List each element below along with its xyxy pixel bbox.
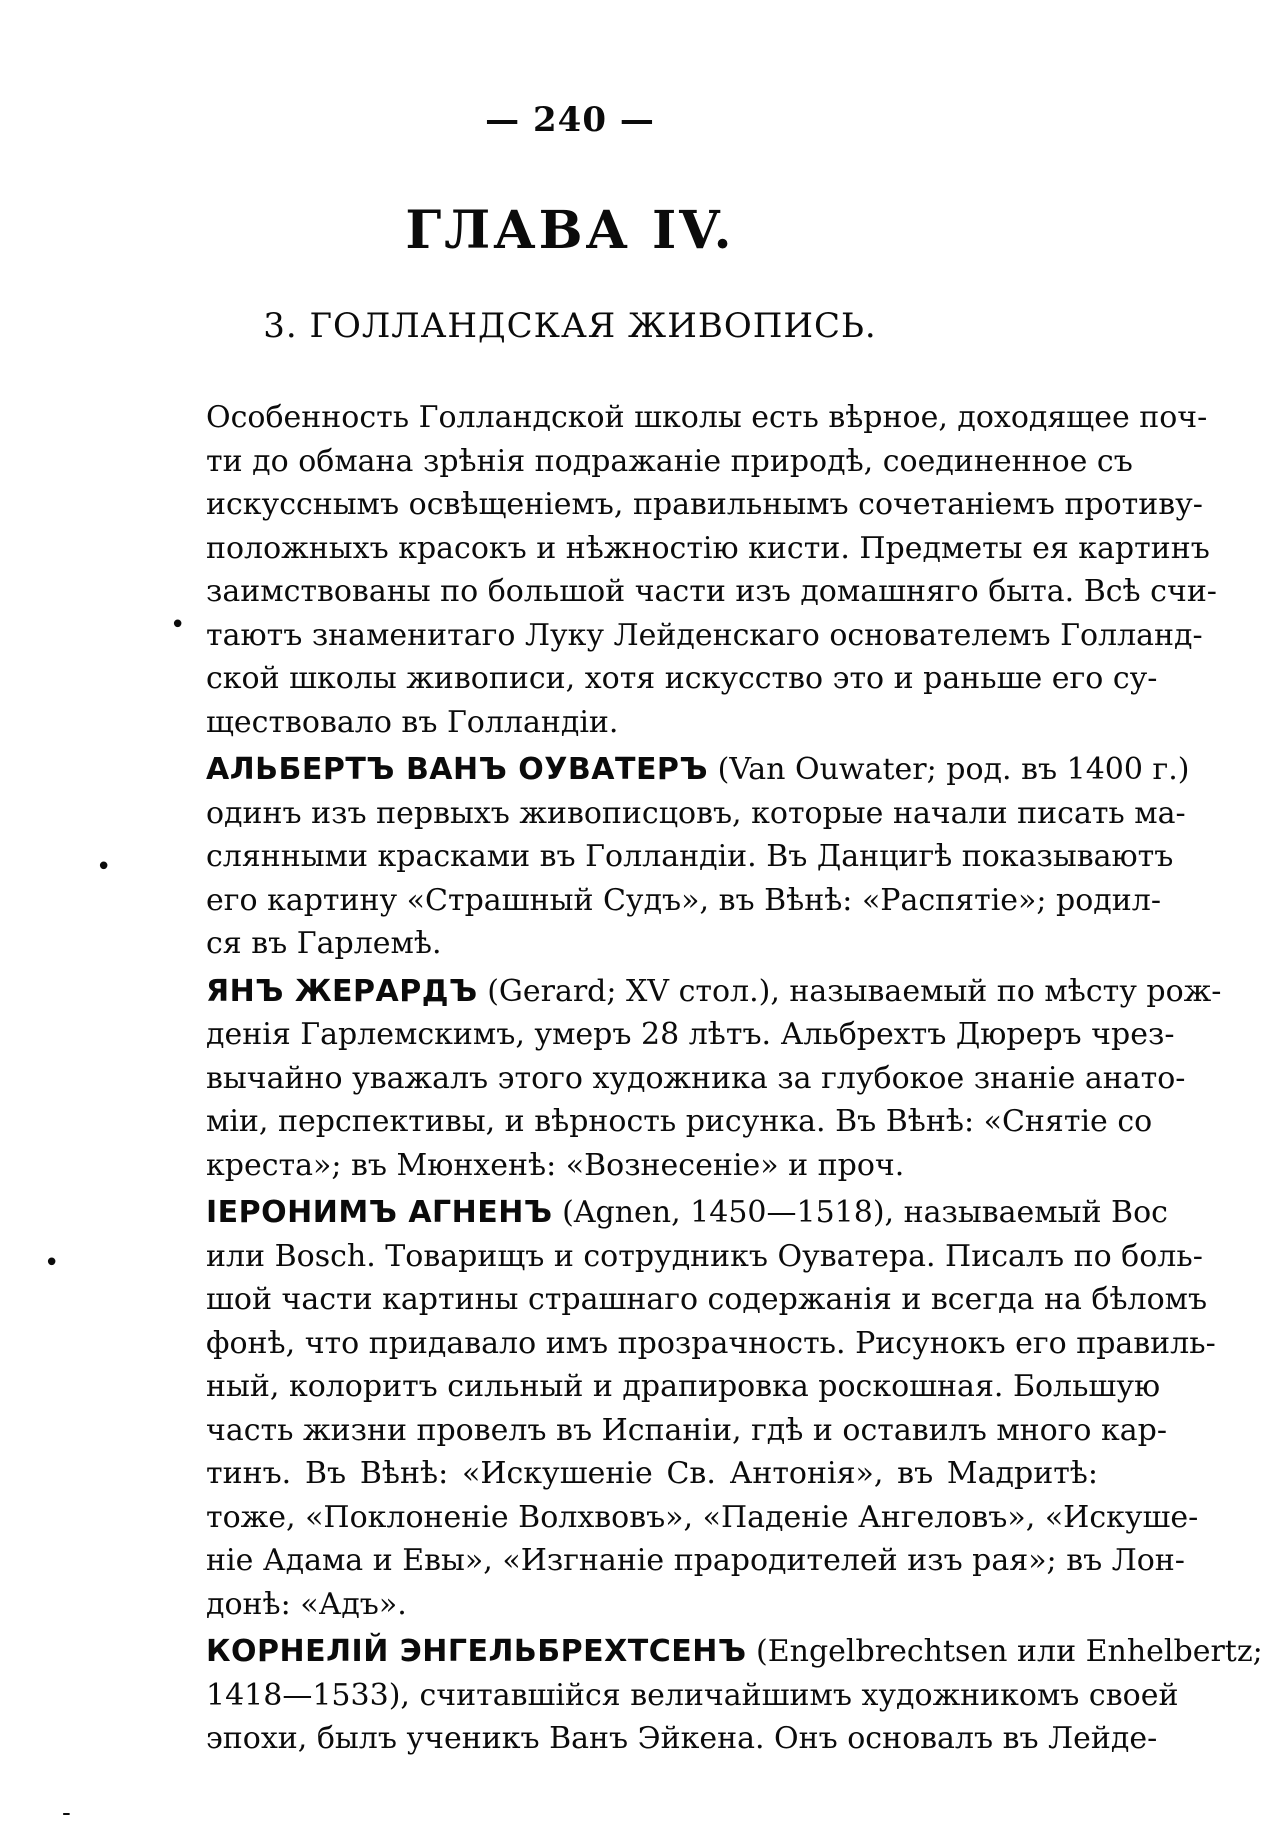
paragraph-intro (206, 396, 1217, 744)
text-fragment: (Engelbrechtsen или Enhelbertz; (746, 1634, 1263, 1669)
section-title: 3. ГОЛЛАНДСКАЯ ЖИВОПИСЬ. (263, 306, 877, 346)
margin-mark: • (96, 852, 112, 882)
text-line-with-artist (206, 1191, 1168, 1235)
text-line: ществовало въ Голландіи. (206, 704, 619, 740)
paragraph-ouwater (206, 748, 1190, 966)
text-line: тинъ. Въ Вѣнѣ: «Искушеніе Св. Антонія», въ Мадритѣ: (206, 1456, 1098, 1491)
text-line: искусснымъ освѣщеніемъ, правильнымъ сочетаніемъ противу- (206, 487, 1203, 522)
text-line: денія Гарлемскимъ, умеръ 28 лѣтъ. Альбрехтъ Дюреръ чрез- (206, 1017, 1175, 1052)
text-line: вычайно уважалъ этого художника за глубокое знаніе анато- (206, 1060, 1186, 1096)
text-line: 1418—1533), считавшійся величайшимъ художникомъ своей (206, 1677, 1179, 1713)
text-line-with-artist (206, 970, 1222, 1014)
text-line: часть жизни провелъ въ Испаніи, гдѣ и оставилъ много кар- (206, 1412, 1168, 1448)
text-line: Особенность Голландской школы есть вѣрное, доходящее поч- (206, 400, 1208, 435)
text-line: креста»; въ Мюнхенѣ: «Вознесеніе» и проч. (206, 1147, 905, 1183)
margin-mark: • (44, 1248, 60, 1278)
text-line: таютъ знаменитаго Луку Лейденскаго основателемъ Голланд- (206, 617, 1203, 653)
text-line-with-artist (206, 1630, 1263, 1674)
text-line: ный, колоритъ сильный и драпировка роскошная. Большую (206, 1369, 1161, 1404)
margin-mark: • (170, 610, 186, 640)
paragraph-agnen (206, 1191, 1216, 1626)
text-line: шой части картины страшнаго содержанія и всегда на бѣломъ (206, 1282, 1208, 1317)
artist-name: ІЕРОНИМЪ АГНЕНЪ (206, 1195, 553, 1230)
text-line: міи, перспективы, и вѣрность рисунка. Въ Вѣнѣ: «Снятіе со (206, 1104, 1153, 1139)
text-line: или Bosch. Товарищъ и сотрудникъ Оуватера. Писалъ по боль- (206, 1238, 1203, 1274)
text-line-with-artist (206, 748, 1190, 792)
text-line: положныхъ красокъ и нѣжностію кисти. Предметы ея картинъ (206, 530, 1210, 566)
text-line: заимствованы по большой части изъ домашняго быта. Всѣ счи- (206, 574, 1217, 609)
paragraph-engelbrechtsen (206, 1630, 1263, 1761)
page-number: — 240 — (485, 100, 655, 140)
text-line: одинъ изъ первыхъ живописцовъ, которые начали писать ма- (206, 795, 1186, 831)
text-fragment: (Van Ouwater; род. въ 1400 г.) (708, 752, 1190, 787)
text-line: тоже, «Поклоненіе Волхвовъ», «Паденіе Ангеловъ», «Искуше- (206, 1499, 1199, 1535)
paragraph-gerard (206, 970, 1222, 1188)
text-line: эпохи, былъ ученикъ Ванъ Эйкена. Онъ основалъ въ Лейде- (206, 1721, 1158, 1756)
artist-name: ЯНЪ ЖЕРАРДЪ (206, 973, 478, 1009)
text-line: его картину «Страшный Судъ», въ Вѣнѣ: «Распятіе»; родил- (206, 882, 1161, 918)
margin-mark: - (62, 1798, 71, 1828)
text-line: фонѣ, что придавало имъ прозрачность. Рисунокъ его правиль- (206, 1325, 1216, 1361)
artist-name: КОРНЕЛІЙ ЭНГЕЛЬБРЕХТСЕНЪ (206, 1634, 747, 1669)
body-text (206, 396, 1263, 1765)
text-line: ніе Адама и Евы», «Изгнаніе прародителей изъ рая»; въ Лон- (206, 1543, 1185, 1578)
chapter-title: ГЛАВА IV. (405, 200, 735, 261)
text-line: ти до обмана зрѣнія подражаніе природѣ, соединенное съ (206, 443, 1133, 479)
text-line: слянными красками въ Голландіи. Въ Данцигѣ показываютъ (206, 839, 1174, 874)
text-line: донѣ: «Адъ». (206, 1586, 407, 1622)
text-fragment: (Agnen, 1450—1518), называемый Вос (552, 1195, 1168, 1230)
artist-name: АЛЬБЕРТЪ ВАНЪ ОУВАТЕРЪ (206, 752, 709, 787)
text-line: ской школы живописи, хотя искусство это и раньше его су- (206, 661, 1158, 696)
text-fragment: (Gerard; XV стол.), называемый по мѣсту рож- (477, 973, 1222, 1009)
text-line: ся въ Гарлемѣ. (206, 926, 442, 961)
